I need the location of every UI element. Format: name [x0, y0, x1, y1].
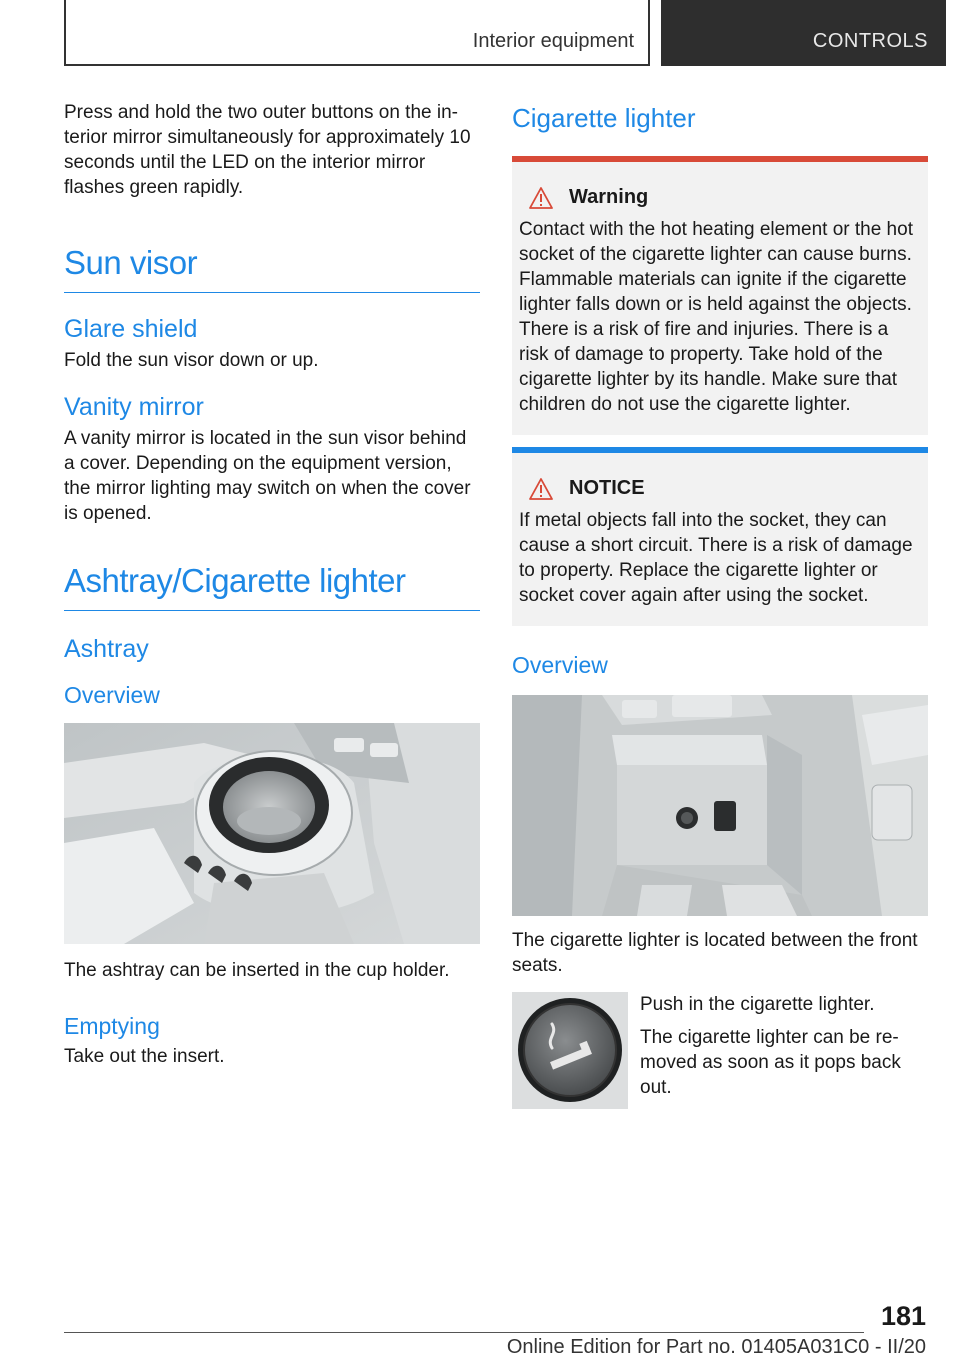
footer-divider [64, 1332, 864, 1333]
right-column [512, 103, 928, 1109]
header-chapter-title: CONTROLS [812, 30, 928, 52]
lighter-instructions-text [640, 992, 928, 1109]
lighter-caption: The cigarette lighter is located between the front seats. [512, 930, 918, 976]
warning-text: Contact with the hot heating element or the hot socket of the cigarette lighter can cause burns. Flammable materials can ignite if the cigarette lighter falls down or is held against the objects. There is a risk of fire and injuries. There is a risk of damage to property. Take hold of the cigarette lighter by its handle. Make sure that children do not use the cigarette lighter. [519, 219, 913, 415]
heading-vanity-mirror: Vanity mirror [64, 393, 204, 421]
warning-title-row [519, 186, 921, 209]
vanity-mirror-text: A vanity mirror is located in the sun visor behind a cover. Depending on the equipment version, the mirror lighting may switch on when the cover is opened. [64, 428, 471, 524]
glare-shield-text: Fold the sun visor down or up. [64, 350, 319, 371]
header-chapter-tab [661, 0, 946, 66]
notice-title-row [519, 477, 921, 500]
notice-box [512, 447, 928, 626]
push-lighter-text: Push in the cigarette lighter. [640, 994, 875, 1015]
heading-cigarette-lighter: Cigarette lighter [512, 103, 696, 133]
remove-lighter-text: The cigarette lighter can be removed as soon as it pops back out. [640, 1027, 901, 1098]
heading-emptying: Emptying [64, 1013, 160, 1039]
heading-ashtray-overview: Overview [64, 682, 160, 708]
notice-title: NOTICE [569, 477, 645, 499]
warning-box [512, 156, 928, 435]
header-section-title: Interior equipment [472, 30, 634, 52]
cigarette-lighter-location-image [512, 695, 928, 916]
notice-triangle-icon [529, 478, 553, 500]
emptying-text: Take out the insert. [64, 1046, 225, 1067]
heading-ashtray-cigarette-lighter: Ashtray/Cigarette lighter [64, 562, 480, 611]
intro-paragraph: Press and hold the two outer buttons on the interior mirror simultaneously for approximately 10 seconds until the LED on the interior mirror flashes green rapidly. [64, 102, 471, 198]
cigarette-lighter-button-image [512, 992, 628, 1109]
heading-lighter-overview: Overview [512, 652, 608, 678]
heading-sun-visor: Sun visor [64, 244, 480, 293]
heading-glare-shield: Glare shield [64, 315, 198, 343]
left-column [64, 100, 480, 1069]
warning-title: Warning [569, 186, 649, 208]
lighter-instructions-row [512, 992, 928, 1109]
ashtray-cupholder-image [64, 723, 480, 944]
page-number: 181 [880, 1301, 926, 1331]
heading-ashtray: Ashtray [64, 635, 149, 663]
footer-edition: Online Edition for Part no. 01405A031C0 - II/20 [506, 1336, 926, 1358]
warning-triangle-icon [529, 187, 553, 209]
notice-text: If metal objects fall into the socket, they can cause a short circuit. There is a risk of damage to property. Replace the cigarette lighter or socket cover again after using the socket. [519, 510, 913, 606]
header-section-tab [64, 0, 650, 66]
ashtray-caption: The ashtray can be inserted in the cup holder. [64, 960, 450, 981]
